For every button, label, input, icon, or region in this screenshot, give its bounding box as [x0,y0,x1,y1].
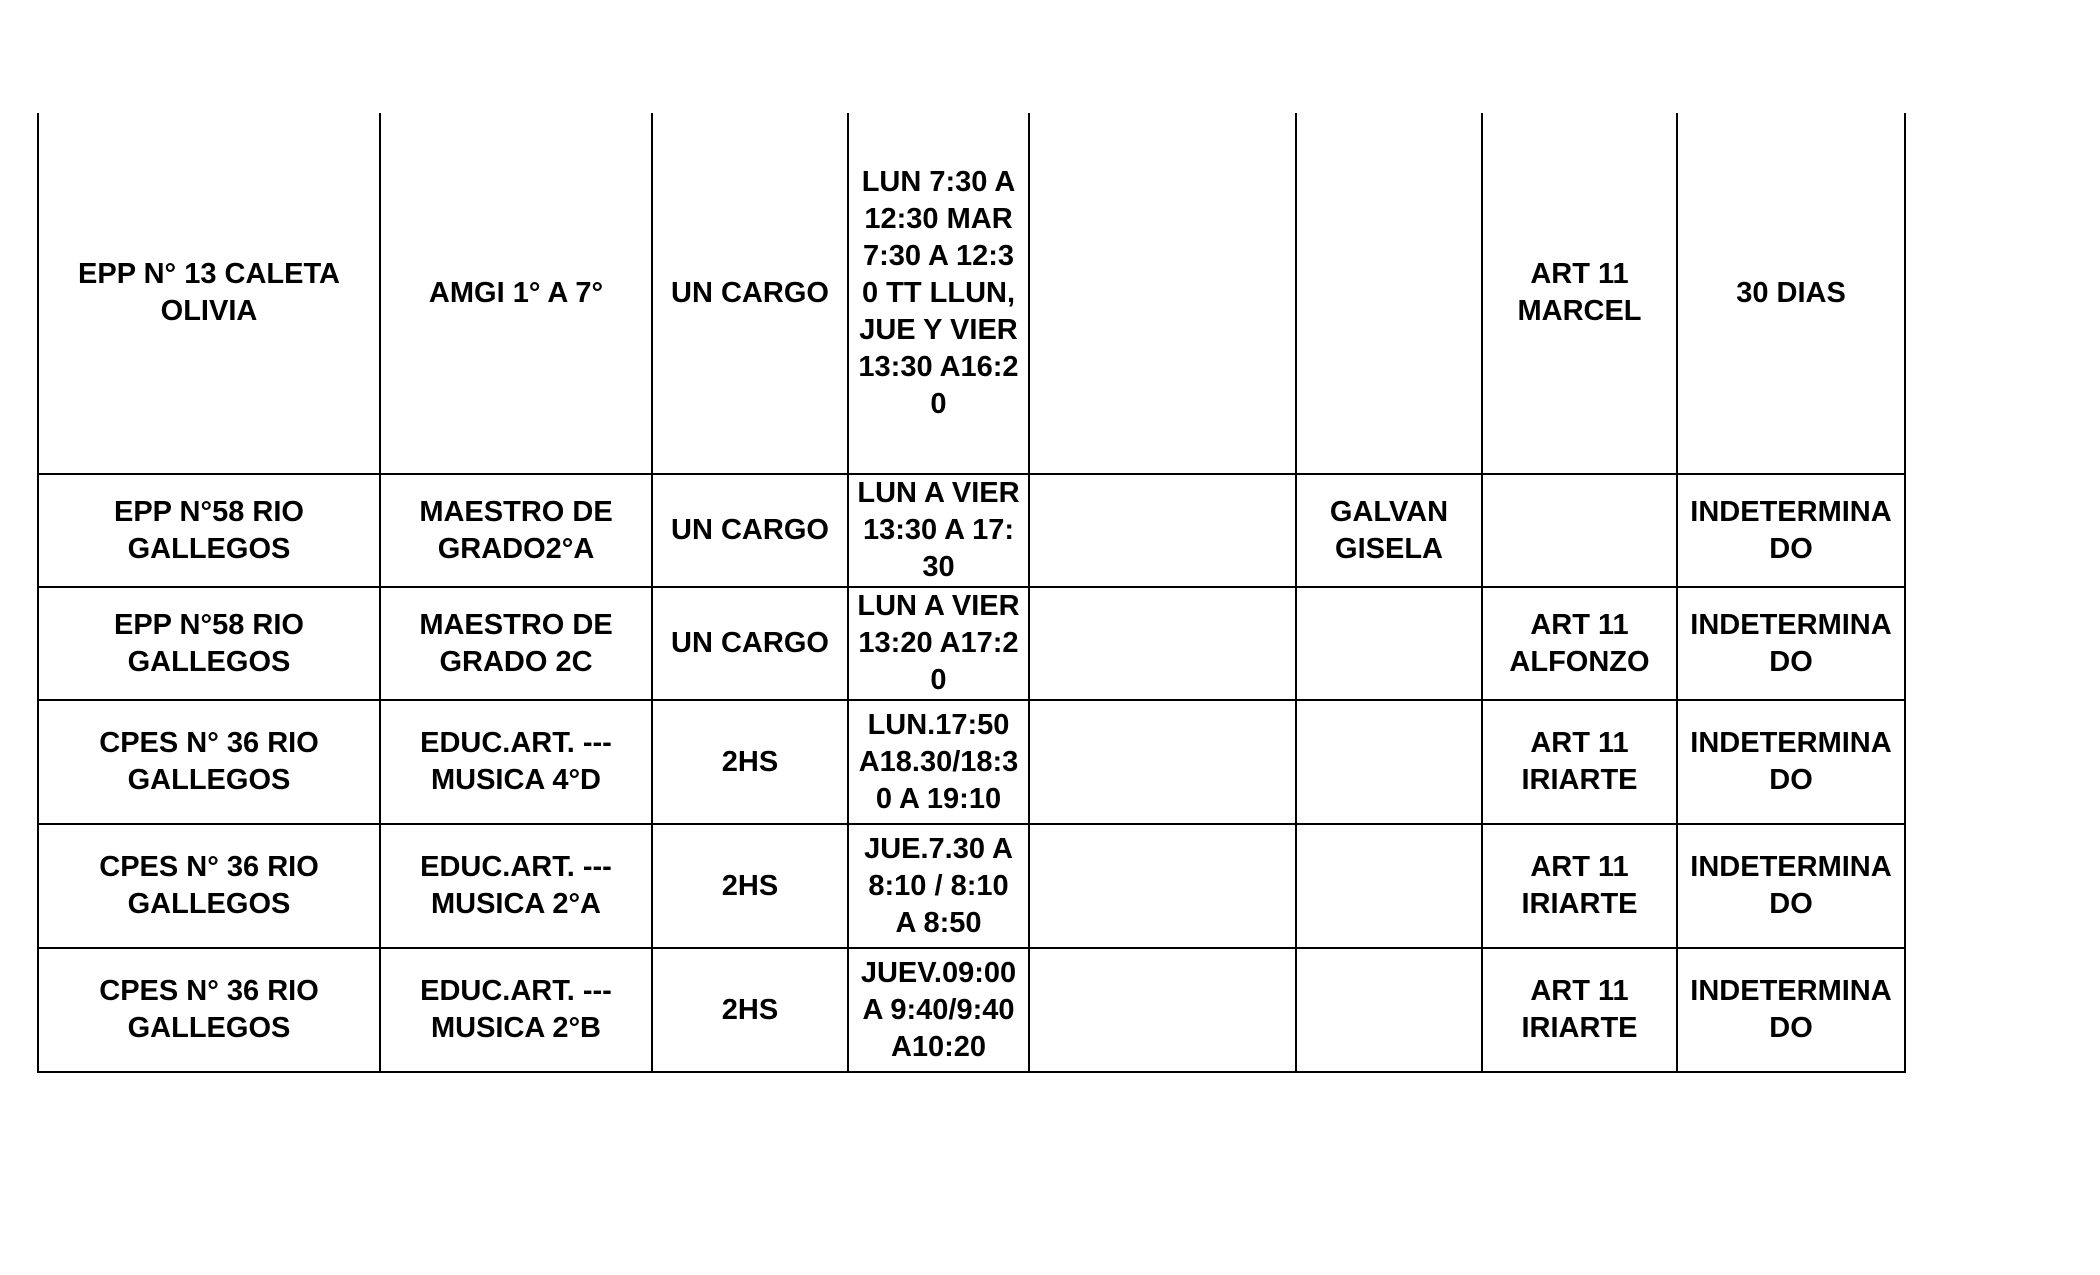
load-cell: 2HS [652,824,848,948]
post-cell: AMGI 1° A 7° [380,113,652,474]
reason-cell: ART 11 ALFONZO [1482,587,1677,700]
holder-cell [1296,824,1482,948]
table-row [38,948,1905,1072]
empty-cell [1029,113,1296,474]
reason-cell: ART 11 IRIARTE [1482,700,1677,824]
reason-cell: ART 11 IRIARTE [1482,824,1677,948]
post-cell: MAESTRO DE GRADO 2C [380,587,652,700]
schedule-cell: LUN 7:30 A 12:30 MAR 7:30 A 12:30 TT LLUN,JUE Y VIER 13:30 A16:20 [848,113,1029,474]
empty-cell [1029,700,1296,824]
schedule-cell: LUN A VIER13:30 A 17:30 [848,474,1029,587]
holder-cell [1296,587,1482,700]
school-cell: CPES N° 36 RIO GALLEGOS [38,700,380,824]
school-cell: EPP N°58 RIO GALLEGOS [38,587,380,700]
empty-cell [1029,948,1296,1072]
holder-cell [1296,113,1482,474]
holder-cell [1296,700,1482,824]
table-row [38,474,1905,587]
term-cell: INDETERMINADO [1677,700,1905,824]
load-cell: UN CARGO [652,113,848,474]
load-cell: 2HS [652,948,848,1072]
post-cell: EDUC.ART. --- MUSICA 2°A [380,824,652,948]
term-cell: INDETERMINADO [1677,948,1905,1072]
term-cell: INDETERMINADO [1677,587,1905,700]
school-cell: EPP N°58 RIO GALLEGOS [38,474,380,587]
holder-cell: GALVAN GISELA [1296,474,1482,587]
schedule-cell: LUN.17:50 A18.30/18:30 A 19:10 [848,700,1029,824]
load-cell: 2HS [652,700,848,824]
school-cell: CPES N° 36 RIO GALLEGOS [38,824,380,948]
post-cell: MAESTRO DE GRADO2°A [380,474,652,587]
schedule-cell: JUEV.09:00 A 9:40/9:40 A10:20 [848,948,1029,1072]
schedule-cell: LUN A VIER 13:20 A17:20 [848,587,1029,700]
post-cell: EDUC.ART. --- MUSICA 4°D [380,700,652,824]
reason-cell: ART 11 MARCEL [1482,113,1677,474]
holder-cell [1296,948,1482,1072]
schedule-cell: JUE.7.30 A 8:10 / 8:10 A 8:50 [848,824,1029,948]
empty-cell [1029,587,1296,700]
table-row [38,700,1905,824]
load-cell: UN CARGO [652,587,848,700]
school-cell: CPES N° 36 RIO GALLEGOS [38,948,380,1072]
table-row [38,824,1905,948]
load-cell: UN CARGO [652,474,848,587]
post-cell: EDUC.ART. --- MUSICA 2°B [380,948,652,1072]
empty-cell [1029,824,1296,948]
school-cell: EPP N° 13 CALETA OLIVIA [38,113,380,474]
table-row [38,587,1905,700]
reason-cell [1482,474,1677,587]
term-cell: INDETERMINADO [1677,824,1905,948]
table-row [38,113,1905,474]
term-cell: 30 DIAS [1677,113,1905,474]
empty-cell [1029,474,1296,587]
assignments-table [37,113,1906,1073]
term-cell: INDETERMINADO [1677,474,1905,587]
reason-cell: ART 11 IRIARTE [1482,948,1677,1072]
